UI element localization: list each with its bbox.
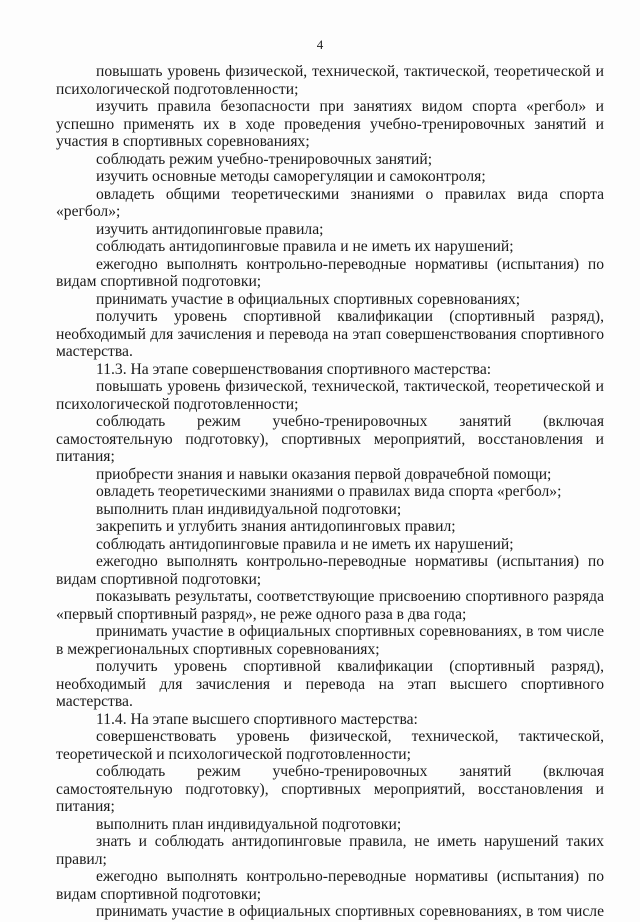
paragraph: овладеть теоретическими знаниями о правилах вида спорта «регбол»; (96, 483, 562, 500)
paragraph: получить уровень спортивной квалификации (спортивный разряд), необходимый для зачисления и перевода на этап высшего спортивного мастерства. (56, 658, 604, 710)
paragraph: ежегодно выполнять контрольно-переводные нормативы (испытания) по видам спортивной подготовки; (56, 255, 604, 290)
paragraph: получить уровень спортивной квалификации (спортивный разряд), необходимый для зачисления и перевода на этап совершенствования спортивного мастерства. (56, 308, 604, 360)
paragraph: выполнить план индивидуальной подготовки; (96, 500, 402, 518)
paragraph: принимать участие в официальных спортивных соревнованиях, в том числе (96, 903, 604, 920)
document-body (56, 63, 604, 921)
paragraph: соблюдать режим учебно-тренировочных занятий; (96, 150, 433, 168)
section-heading: 11.3. На этапе совершенствования спортивного мастерства: (96, 360, 492, 378)
paragraph: соблюдать антидопинговые правила и не иметь их нарушений; (96, 535, 514, 553)
paragraph: повышать уровень физической, технической, тактической, теоретической и психологической подготовленности; (56, 378, 604, 413)
paragraph: принимать участие в официальных спортивных соревнованиях, в том числе в межрегиональных спортивных соревнованиях; (56, 623, 604, 658)
paragraph: ежегодно выполнять контрольно-переводные нормативы (испытания) по видам спортивной подготовки; (56, 868, 604, 903)
page-number: 4 (316, 37, 324, 52)
paragraph: закрепить и углубить знания антидопинговых правил; (96, 518, 456, 535)
section-heading: 11.4. На этапе высшего спортивного мастерства: (96, 710, 418, 728)
paragraph: соблюдать антидопинговые правила и не иметь их нарушений; (96, 238, 514, 255)
paragraph: соблюдать режим учебно-тренировочных занятий (включая самостоятельную подготовку), спортивных мероприятий, восстановления и питания; (56, 413, 604, 465)
paragraph: принимать участие в официальных спортивных соревнованиях; (96, 290, 521, 308)
paragraph: изучить основные методы саморегуляции и самоконтроля; (96, 168, 486, 185)
paragraph: повышать уровень физической, технической, тактической, теоретической и психологической подготовленности; (56, 63, 604, 98)
paragraph: изучить антидопинговые правила; (96, 220, 324, 238)
paragraph: показывать результаты, соответствующие присвоению спортивного разряда «первый спортивный разряд», не реже одного раза в два года; (56, 588, 604, 623)
paragraph: изучить правила безопасности при занятиях видом спорта «регбол» и успешно применять их в ходе проведения учебно-тренировочных занятий и участия в спортивных соревнованиях; (56, 98, 604, 150)
paragraph: овладеть общими теоретическими знаниями о правилах вида спорта «регбол»; (56, 185, 604, 220)
paragraph: совершенствовать уровень физической, технической, тактической, теоретической и психологической подготовленности; (56, 728, 604, 763)
paragraph: выполнить план индивидуальной подготовки; (96, 815, 402, 833)
paragraph: знать и соблюдать антидопинговые правила, не иметь нарушений таких правил; (56, 833, 604, 868)
paragraph: приобрести знания и навыки оказания первой доврачебной помощи; (96, 465, 552, 483)
paragraph: ежегодно выполнять контрольно-переводные нормативы (испытания) по видам спортивной подготовки; (56, 553, 604, 588)
paragraph: соблюдать режим учебно-тренировочных занятий (включая самостоятельную подготовку), спортивных мероприятий, восстановления и питания; (56, 763, 604, 815)
